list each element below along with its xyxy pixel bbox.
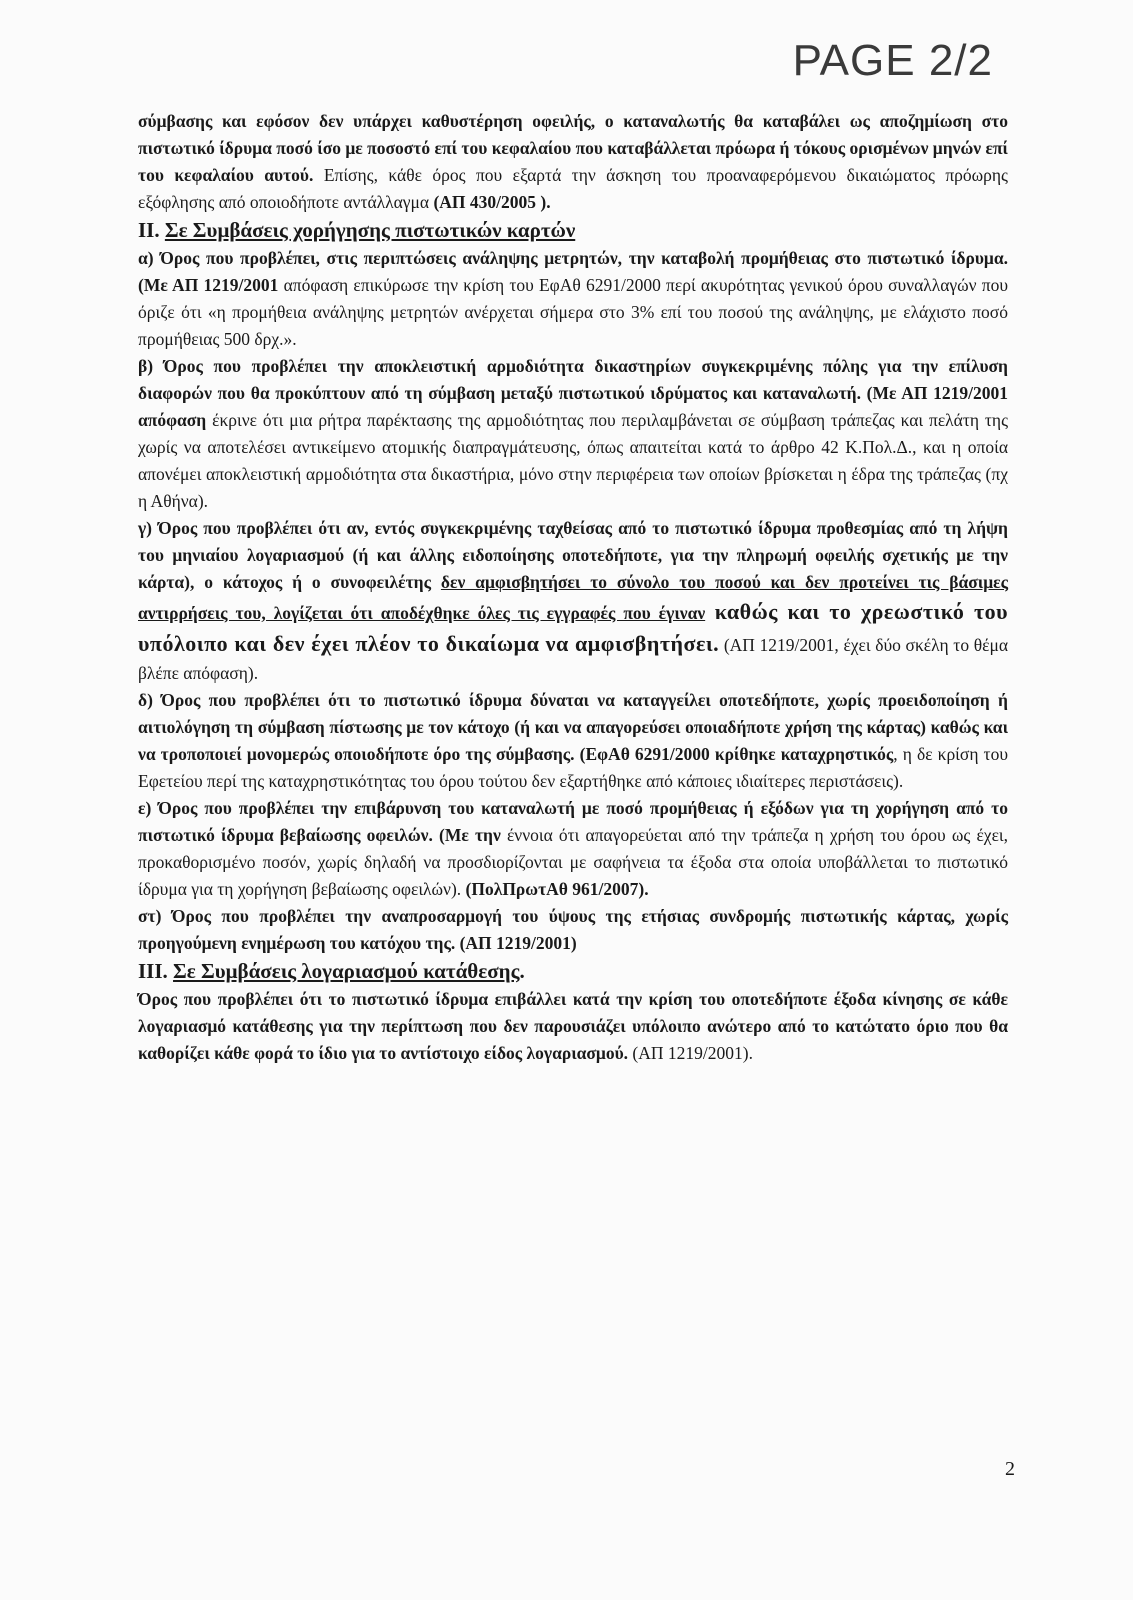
section-3-heading	[138, 957, 1008, 986]
item-a-term: α) Όρος που προβλέπει, στις περιπτώσεις ανάληψης μετρητών, την καταβολή προμήθειας στο πιστωτικό ίδρυμα.	[138, 248, 1008, 268]
item-f-paragraph	[138, 903, 1008, 957]
intro-paragraph	[138, 108, 1008, 216]
page-number: 2	[1005, 1458, 1015, 1480]
item-e-reference-2: (ΠολΠρωτΑθ 961/2007).	[461, 879, 649, 899]
item-e-term: ε) Όρος που προβλέπει την επιβάρυνση του καταναλωτή με ποσό προμήθειας ή εξόδων για τη χορήγηση από το πιστωτικό ίδρυμα βεβαίωσης οφειλών.	[138, 798, 1008, 845]
item-b-text: έκρινε ότι μια ρήτρα παρέκτασης της αρμοδιότητας που περιλαμβάνεται σε σύμβαση τράπεζας και πελάτη της χωρίς να αποτελέσει αντικείμενο ατομικής διαπραγμάτευσης, όπως απαιτείται κατά το άρθρο 42 Κ.Πολ.Δ., και η οποία απονέμει αποκλειστική αρμοδιότητα στα δικαστήρια, μόνο στην περιφέρεια των οποίων βρίσκεται η έδρα της τράπεζας (πχ η Αθήνα).	[138, 410, 1008, 511]
item-a-paragraph	[138, 245, 1008, 353]
intro-text: Επίσης, κάθε όρος που εξαρτά την άσκηση του προαναφερόμενου δικαιώματος πρόωρης εξόφλησης από οποιοδήποτε αντάλλαγμα	[138, 165, 1008, 212]
section-2-number: II.	[138, 218, 160, 242]
item-b-paragraph	[138, 353, 1008, 515]
item-d-text: , η δε κρίση του Εφετείου περί της καταχρηστικότητας του όρου τούτου δεν εξαρτήθηκε από κάποιες ιδιαίτερες περιστάσεις).	[138, 744, 1008, 791]
document-body	[138, 108, 1008, 1067]
item-g-term: Όρος που προβλέπει ότι το πιστωτικό ίδρυμα επιβάλλει κατά την κρίση του οποτεδήποτε έξοδα κίνησης σε κάθε λογαριασμό κατάθεσης για την περίπτωση που δεν παρουσιάζει υπόλοιπο ανώτερο από το κατώτατο όριο που θα καθορίζει κάθε φορά το ίδιο για το αντίστοιχο είδος λογαριασμού.	[138, 989, 1008, 1063]
item-e-paragraph	[138, 795, 1008, 903]
section-2-heading	[138, 216, 1008, 245]
intro-bold-text: σύμβασης και εφόσον δεν υπάρχει καθυστέρηση οφειλής, ο καταναλωτής θα καταβάλει ως αποζημίωση στο πιστωτικό ίδρυμα ποσό ίσο με ποσοστό επί του κεφαλαίου που καταβάλλεται πρόωρα ή τόκους ορισμένων μηνών επί του κεφαλαίου αυτού.	[138, 111, 1008, 185]
section-3-period: .	[519, 959, 525, 983]
item-e-reference: (Με την	[432, 825, 501, 845]
item-b-term: β) Όρος που προβλέπει την αποκλειστική αρμοδιότητα δικαστηρίων συγκεκριμένης πόλης για την επίλυση διαφορών που θα προκύπτουν από τη σύμβαση μεταξύ πιστωτικού ιδρύματος και καταναλωτή.	[138, 356, 1008, 403]
item-f-term: στ) Όρος που προβλέπει την αναπροσαρμογή του ύψους της ετήσιας συνδρομής πιστωτικής κάρτας, χωρίς προηγούμενη ενημέρωση του κατόχου της	[138, 906, 1008, 953]
item-d-paragraph	[138, 687, 1008, 795]
item-a-reference: (Με ΑΠ 1219/2001	[138, 275, 279, 295]
item-d-reference: (ΕφΑθ 6291/2000 κρίθηκε καταχρηστικός	[574, 744, 894, 764]
item-d-term: δ) Όρος που προβλέπει ότι το πιστωτικό ίδρυμα δύναται να καταγγείλει οποτεδήποτε, χωρίς προειδοποίηση ή αιτιολόγηση τη σύμβαση πίστωσης με τον κάτοχο (ή και να απαγορεύσει οποιαδήποτε χρήση της κάρτας) καθώς και να τροποποιεί μονομερώς οποιοδήποτε όρο της σύμβασης.	[138, 690, 1008, 764]
section-3-number: III.	[138, 959, 168, 983]
item-c-paragraph	[138, 515, 1008, 687]
item-c-text: (ΑΠ 1219/2001, έχει δύο σκέλη το θέμα βλέπε απόφαση).	[138, 635, 1008, 683]
item-g-paragraph	[138, 986, 1008, 1067]
item-c-term: γ) Όρος που προβλέπει ότι αν, εντός συγκεκριμένης ταχθείσας από το πιστωτικό ίδρυμα προθεσμίας από τη λήψη του μηνιαίου λογαριασμού (ή και άλλης ειδοποίησης οποτεδήποτε, για την πληρωμή οφειλής σχετικής με την κάρτα), ο κάτοχος ή ο συνοφειλέτης	[138, 518, 1008, 592]
item-e-text: έννοια ότι απαγορεύεται από την τράπεζα η χρήση του όρου ως έχει, προκαθορισμένο ποσόν, χωρίς δηλαδή να προσδιορίζονται με σαφήνεια τα έξοδα στα οποία υποβάλλεται το πιστωτικό ίδρυμα για τη χορήγηση βεβαίωσης οφειλών).	[138, 825, 1009, 899]
section-3-title: Σε Συμβάσεις λογαριασμού κατάθεσης	[173, 959, 520, 983]
item-c-emphasis: καθώς και το χρεωστικό του υπόλοιπο και δεν έχει πλέον το δικαίωμα να αμφισβητήσει.	[138, 599, 1008, 656]
item-c-underlined: δεν αμφισβητήσει το σύνολο του ποσού και δεν προτείνει τις βάσιμες αντιρρήσεις του, λογίζεται ότι αποδέχθηκε όλες τις εγγραφές που έγιναν	[138, 572, 1008, 623]
item-f-reference: . (ΑΠ 1219/2001)	[450, 933, 577, 953]
item-a-text: απόφαση επικύρωσε την κρίση του ΕφΑθ 6291/2000 περί ακυρότητας γενικού όρου συναλλαγών που όριζε ότι «η προμήθεια ανάληψης μετρητών ανέρχεται σήμερα στο 3% επί του ποσού της ανάληψης, με ελάχιστο ποσό προμήθειας 500 δρχ.».	[138, 275, 1008, 349]
item-g-reference: (ΑΠ 1219/2001).	[628, 1043, 753, 1063]
page-header: PAGE 2/2	[792, 36, 993, 85]
section-2-title: Σε Συμβάσεις χορήγησης πιστωτικών καρτών	[164, 218, 576, 242]
intro-reference: (ΑΠ 430/2005 ).	[433, 192, 551, 212]
item-b-reference: (Με ΑΠ 1219/2001 απόφαση	[138, 383, 1008, 430]
